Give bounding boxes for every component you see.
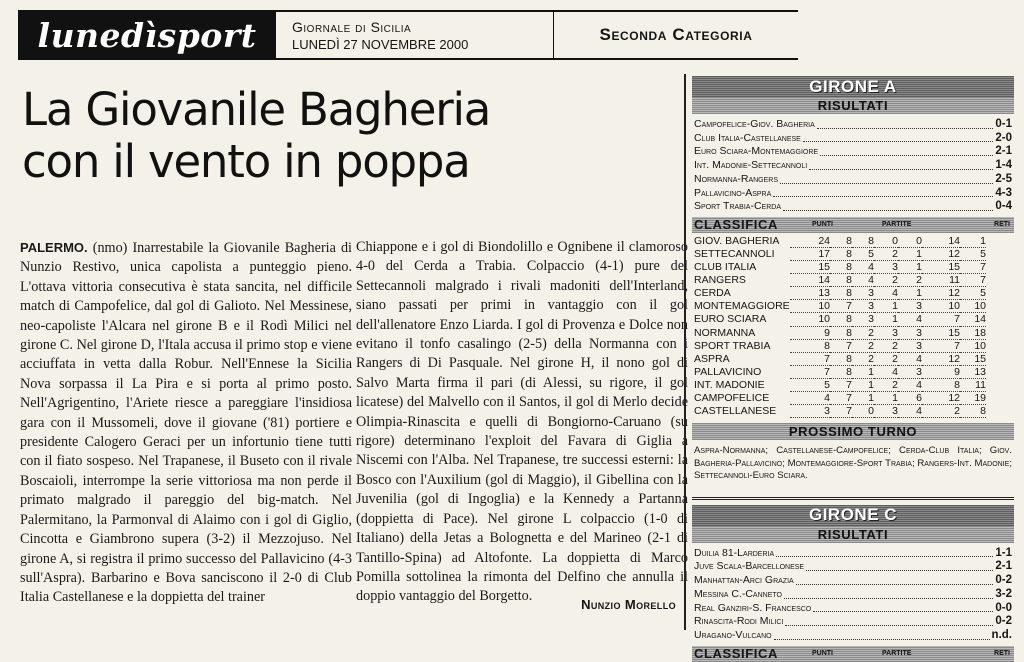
team-name: CASTELLANESE [694,405,777,418]
team-name: INT. MADONIE [694,378,765,391]
stat-gf: 12 [922,287,960,300]
standings-row [694,261,1012,274]
match-score: 1-1 [995,546,1012,559]
stat-n: 2 [874,340,898,353]
team-name: SETTECANNOLI [694,248,775,261]
stat-n: 1 [874,313,898,326]
team-name: RANGERS [694,274,746,287]
match-score: 0-2 [995,574,1012,587]
stat-p: 4 [898,313,922,326]
match-score: 0-1 [995,118,1012,130]
standings-row [694,300,1012,313]
stat-pts: 13 [790,287,830,300]
stat-p: 2 [898,274,922,287]
stat-g: 7 [830,340,852,353]
girone-c-results [692,543,1014,646]
leader-dots [803,132,994,143]
standings-title: CLASSIFICA [694,646,778,662]
standings-row [694,366,1012,379]
stat-gf: 14 [922,235,960,248]
team-name: ASPRA [694,352,730,365]
stat-g: 8 [830,261,852,274]
stat-g: 8 [830,235,852,248]
girone-a-standings [692,233,1014,420]
headline-line-1: La Giovanile Bagheria [22,83,491,136]
stat-pts: 17 [790,248,830,261]
byline: Nunzio Morello [581,597,676,612]
result-row [694,200,1012,214]
match-score: 0-0 [995,601,1012,614]
team-name: NORMANNA [694,326,756,339]
stat-pts: 5 [790,379,830,392]
leader-dots [813,602,993,613]
stat-p: 3 [898,366,922,379]
result-row [694,560,1012,574]
stat-gs: 11 [960,379,986,392]
stat-g: 8 [830,366,852,379]
article-column-1 [20,238,352,608]
match-score: n.d. [991,628,1012,641]
stat-gf: 9 [922,366,960,379]
leader-dots [806,560,993,571]
match-name: Club Italia-Castellanese [694,131,801,144]
result-row [694,547,1012,561]
stat-g: 8 [830,327,852,340]
match-score: 3-2 [995,587,1012,600]
leader-dots [809,159,993,170]
stat-v: 4 [852,261,874,274]
girone-c-standings-header [692,646,1014,662]
result-row [694,132,1012,146]
girone-a-results-title: RISULTATI [692,97,1014,114]
leader-dots [785,615,993,626]
match-name: Juve Scala-Barcellonese [694,560,805,573]
stat-pts: 8 [790,340,830,353]
brand-logo: lunedìsport [18,12,276,58]
stat-p: 3 [898,300,922,313]
stat-g: 7 [830,392,852,405]
article-column-2 [356,238,688,607]
stat-n: 2 [874,274,898,287]
match-name: Duilia 81-Larderia [694,546,775,559]
match-score: 0-4 [995,200,1012,213]
article-text-2: Chiappone e i gol di Biondolillo e Ognibene il clamoroso 4-0 del Cerda a Trabia. Colpaccio (4-1) pure del Settecannoli malgrado i rivali madoniti dell'Interland, siano passati per primi in vantaggio con il gol dell'allenatore Enzo Liarda. I gol di Provenza e Dolce non evitano il tonfo casalingo (2-5) della Normanna con i Rangers di Di Pasquale. Nel girone H, il nono gol di Salvo Marta firma il pari (di Alessi, su rigore, il gol licatese) del Malvello con il Santos, il gol di Merlo decide Olimpia-Rinascita e quelli di Bongiorno-Caruano (su rigore) determinano l'exploit del Favara di Giglia a Niscemi con l'Alba. Nel Trapanese, tre successi esterni: la Bosco con l'Auxilium (gol di Maggio), il Gibellina con la Juvenilia (gol di Ingoglia) e la Kennedy a Partanna (doppietta di Pace). Nel girone L colpaccio (1-0 di Italiano) della Jetas a Bolognetta e del Marineo (2-1 di Tantillo-Spina) ad Altofonte. La doppietta di Marco Pomilla sottolinea la rimonta del Delfino che annulla il doppio vantaggio del Borgetto. [356,239,688,605]
stat-v: 5 [852,248,874,261]
stat-n: 1 [874,300,898,313]
stat-n: 3 [874,405,898,418]
match-name: Normanna-Rangers [694,172,779,185]
stat-v: 1 [852,379,874,392]
match-score: 0-2 [995,615,1012,628]
stat-gf: 15 [922,261,960,274]
match-name: Messina C.-Canneto [694,587,782,600]
stat-gs: 14 [960,313,986,326]
team-name: CAMPOFELICE [694,392,770,405]
stat-pts: 4 [790,392,830,405]
team-name: EURO SCIARA [694,313,767,326]
girone-c-box [692,497,1014,662]
result-row [694,159,1012,173]
stat-gs: 5 [960,287,986,300]
leader-dots [780,173,993,184]
result-row [694,602,1012,616]
leader-dots [773,187,993,198]
standings-row [694,274,1012,287]
stat-g: 8 [830,248,852,261]
girone-c-results-title: RISULTATI [692,526,1014,543]
stat-v: 2 [852,340,874,353]
stat-pts: 15 [790,261,830,274]
stat-gs: 7 [960,274,986,287]
masthead-info [276,12,554,58]
team-name: CLUB ITALIA [694,261,757,274]
stat-n: 0 [874,235,898,248]
stat-pts: 9 [790,327,830,340]
match-score: 4-3 [995,186,1012,199]
result-row [694,615,1012,629]
match-name: Real Ganziri-S. Francesco [694,601,812,614]
stat-gf: 10 [922,300,960,313]
stat-p: 6 [898,392,922,405]
stat-gs: 10 [960,340,986,353]
standings-row [694,313,1012,326]
stat-gs: 13 [960,366,986,379]
result-row [694,588,1012,602]
stat-v: 3 [852,300,874,313]
match-score: 2-1 [995,145,1012,158]
paper-name: Giornale di Sicilia [292,19,412,35]
stat-n: 4 [874,287,898,300]
stat-v: 1 [852,366,874,379]
stat-p: 4 [898,353,922,366]
leader-dots [783,200,993,211]
result-row [694,145,1012,159]
stat-gf: 7 [922,340,960,353]
standings-title: CLASSIFICA [694,217,778,233]
match-name: Uragano-Vulcano [694,628,772,641]
girone-c-title: GIRONE C [692,505,1014,526]
result-row [694,173,1012,187]
match-name: Euro Sciara-Montemaggiore [694,145,819,158]
stat-g: 8 [830,353,852,366]
issue-date: LUNEDÌ 27 NOVEMBRE 2000 [292,37,469,52]
match-name: Manhattan-Arci Grazia [694,574,794,587]
stat-g: 8 [830,287,852,300]
stat-p: 3 [898,327,922,340]
stat-g: 7 [830,379,852,392]
stat-gf: 7 [922,313,960,326]
headline-line-2: con il vento in poppa [22,135,470,188]
stat-n: 2 [874,248,898,261]
match-score: 2-1 [995,560,1012,573]
standings-row [694,340,1012,353]
match-score: 2-5 [995,172,1012,185]
standings-row [694,405,1012,418]
girone-a-title: GIRONE A [692,76,1014,97]
match-name: Pallavicino-Aspra [694,186,772,199]
team-name: MONTEMAGGIORE [694,300,790,313]
stat-g: 8 [830,274,852,287]
result-row [694,187,1012,201]
col-head-punti: PUNTI [812,221,833,229]
col-head-reti: RETI [994,221,1010,229]
stat-pts: 10 [790,300,830,313]
stat-gs: 8 [960,405,986,418]
stat-gf: 2 [922,405,960,418]
masthead [18,10,798,60]
stat-gf: 12 [922,248,960,261]
stat-gf: 8 [922,379,960,392]
team-name: PALLAVICINO [694,365,762,378]
stat-v: 1 [852,392,874,405]
stat-p: 3 [898,340,922,353]
match-name: Int. Madonie-Settecannoli [694,159,808,172]
stat-g: 7 [830,300,852,313]
section-title: Seconda Categoria [599,25,753,44]
stat-gs: 5 [960,248,986,261]
stat-gs: 1 [960,235,986,248]
match-name: Sport Trabia-Cerda [694,200,781,213]
col-head-punti: PUNTI [812,650,833,658]
team-name: CERDA [694,287,731,300]
standings-row [694,235,1012,248]
col-head-partite: PARTITE [882,650,912,658]
stat-gf: 15 [922,327,960,340]
stat-g: 8 [830,313,852,326]
leader-dots [784,588,993,599]
stat-v: 2 [852,327,874,340]
stat-n: 2 [874,353,898,366]
stat-pts: 10 [790,313,830,326]
stat-p: 1 [898,287,922,300]
article-text-1: (nmo) Inarrestabile la Giovanile Bagheria di Nunzio Restivo, unica capolista a punteggio pieno. L'ottava vittoria consecutiva è stata sancita, nel difficile match di Campofelice, dal gol di Galioto. Nel Messinese, neo-capoliste l'Alcara nel girone B e il Rodì Milici nel girone C. Nel girone D, l'Itala accusa il primo stop e viene acciuffata in vetta dalla Robur. Nell'Ennese la Sicilia Nova sorpassa il La Pira e si porta al primo posto. Nell'Agrigentino, l'Ariete riesce a pareggiare l'insidiosa gara con il Mussomeli, dove il giovane ('81) portiere e presidente Calogero Geraci per un infortunio tiene tutti con il fiato sospeso. Nel Trapanese, il Buseto con il rivale Boscaioli, interrompe la serie vittoriosa ma non perde il primato malgrado il pareggio del big-match. Nel Palermitano, la Parmonval di Alaimo con i gol di Giglio, Cincotta e Giambrono supera (3-2) il Mezzojuso. Nel girone A, si registra il primo successo del Pallavicino (4-3 sull'Aspra). Barbarino e Bova sanciscono il 2-0 di Club Italia Castellanese e la doppietta del trainer [20,240,353,606]
standings-row [694,287,1012,300]
stat-v: 0 [852,405,874,418]
stat-gs: 10 [960,300,986,313]
leader-dots [776,547,993,558]
match-score: 1-4 [995,159,1012,172]
stat-gf: 12 [922,353,960,366]
stat-n: 4 [874,366,898,379]
match-name: Campofelice-Giov. Bagheria [694,118,815,130]
stat-v: 3 [852,313,874,326]
stat-gs: 7 [960,261,986,274]
leader-dots [820,145,993,156]
stat-v: 8 [852,235,874,248]
next-round-fixtures: Aspra-Normanna; Castellanese-Campofelice; Cerda-Club Italia; Giov. Bagheria-Pallavicino; Montemaggiore-Sport Trabia; Rangers-Int. Madonie; Settecannoli-Euro Sciara. [694,445,1012,482]
girone-a-results [692,114,1014,217]
stat-pts: 7 [790,353,830,366]
leader-dots [817,118,994,129]
headline [22,84,672,188]
girone-a-box [692,76,1014,489]
stat-gf: 12 [922,392,960,405]
stat-p: 1 [898,248,922,261]
stat-gs: 15 [960,353,986,366]
stat-v: 4 [852,274,874,287]
stat-n: 2 [874,379,898,392]
stat-p: 1 [898,261,922,274]
stat-p: 4 [898,379,922,392]
results-sidebar [684,74,1018,662]
team-name: GIOV. BAGHERIA [694,234,780,247]
next-round-title: PROSSIMO TURNO [692,423,1014,440]
col-head-reti: RETI [994,650,1010,658]
stat-gs: 19 [960,392,986,405]
stat-pts: 3 [790,405,830,418]
stat-n: 3 [874,327,898,340]
leader-dots [796,574,994,585]
col-head-partite: PARTITE [882,221,912,229]
standings-row [694,392,1012,405]
stat-v: 2 [852,353,874,366]
standings-row [694,327,1012,340]
girone-a-standings-header [692,217,1014,233]
stat-g: 7 [830,405,852,418]
standings-row [694,379,1012,392]
stat-gs: 18 [960,327,986,340]
stat-n: 1 [874,392,898,405]
dateline: PALERMO. [20,240,88,255]
stat-v: 3 [852,287,874,300]
leader-dots [774,629,990,640]
standings-row [694,353,1012,366]
result-row [694,574,1012,588]
match-name: Rinascita-Rodi Milici [694,615,784,628]
stat-p: 4 [898,405,922,418]
stat-gf: 11 [922,274,960,287]
stat-pts: 24 [790,235,830,248]
stat-pts: 14 [790,274,830,287]
result-row [694,118,1012,132]
result-row [694,629,1012,643]
stat-pts: 7 [790,366,830,379]
stat-n: 3 [874,261,898,274]
stat-p: 0 [898,235,922,248]
match-score: 2-0 [995,131,1012,144]
standings-row [694,248,1012,261]
team-name: SPORT TRABIA [694,339,771,352]
